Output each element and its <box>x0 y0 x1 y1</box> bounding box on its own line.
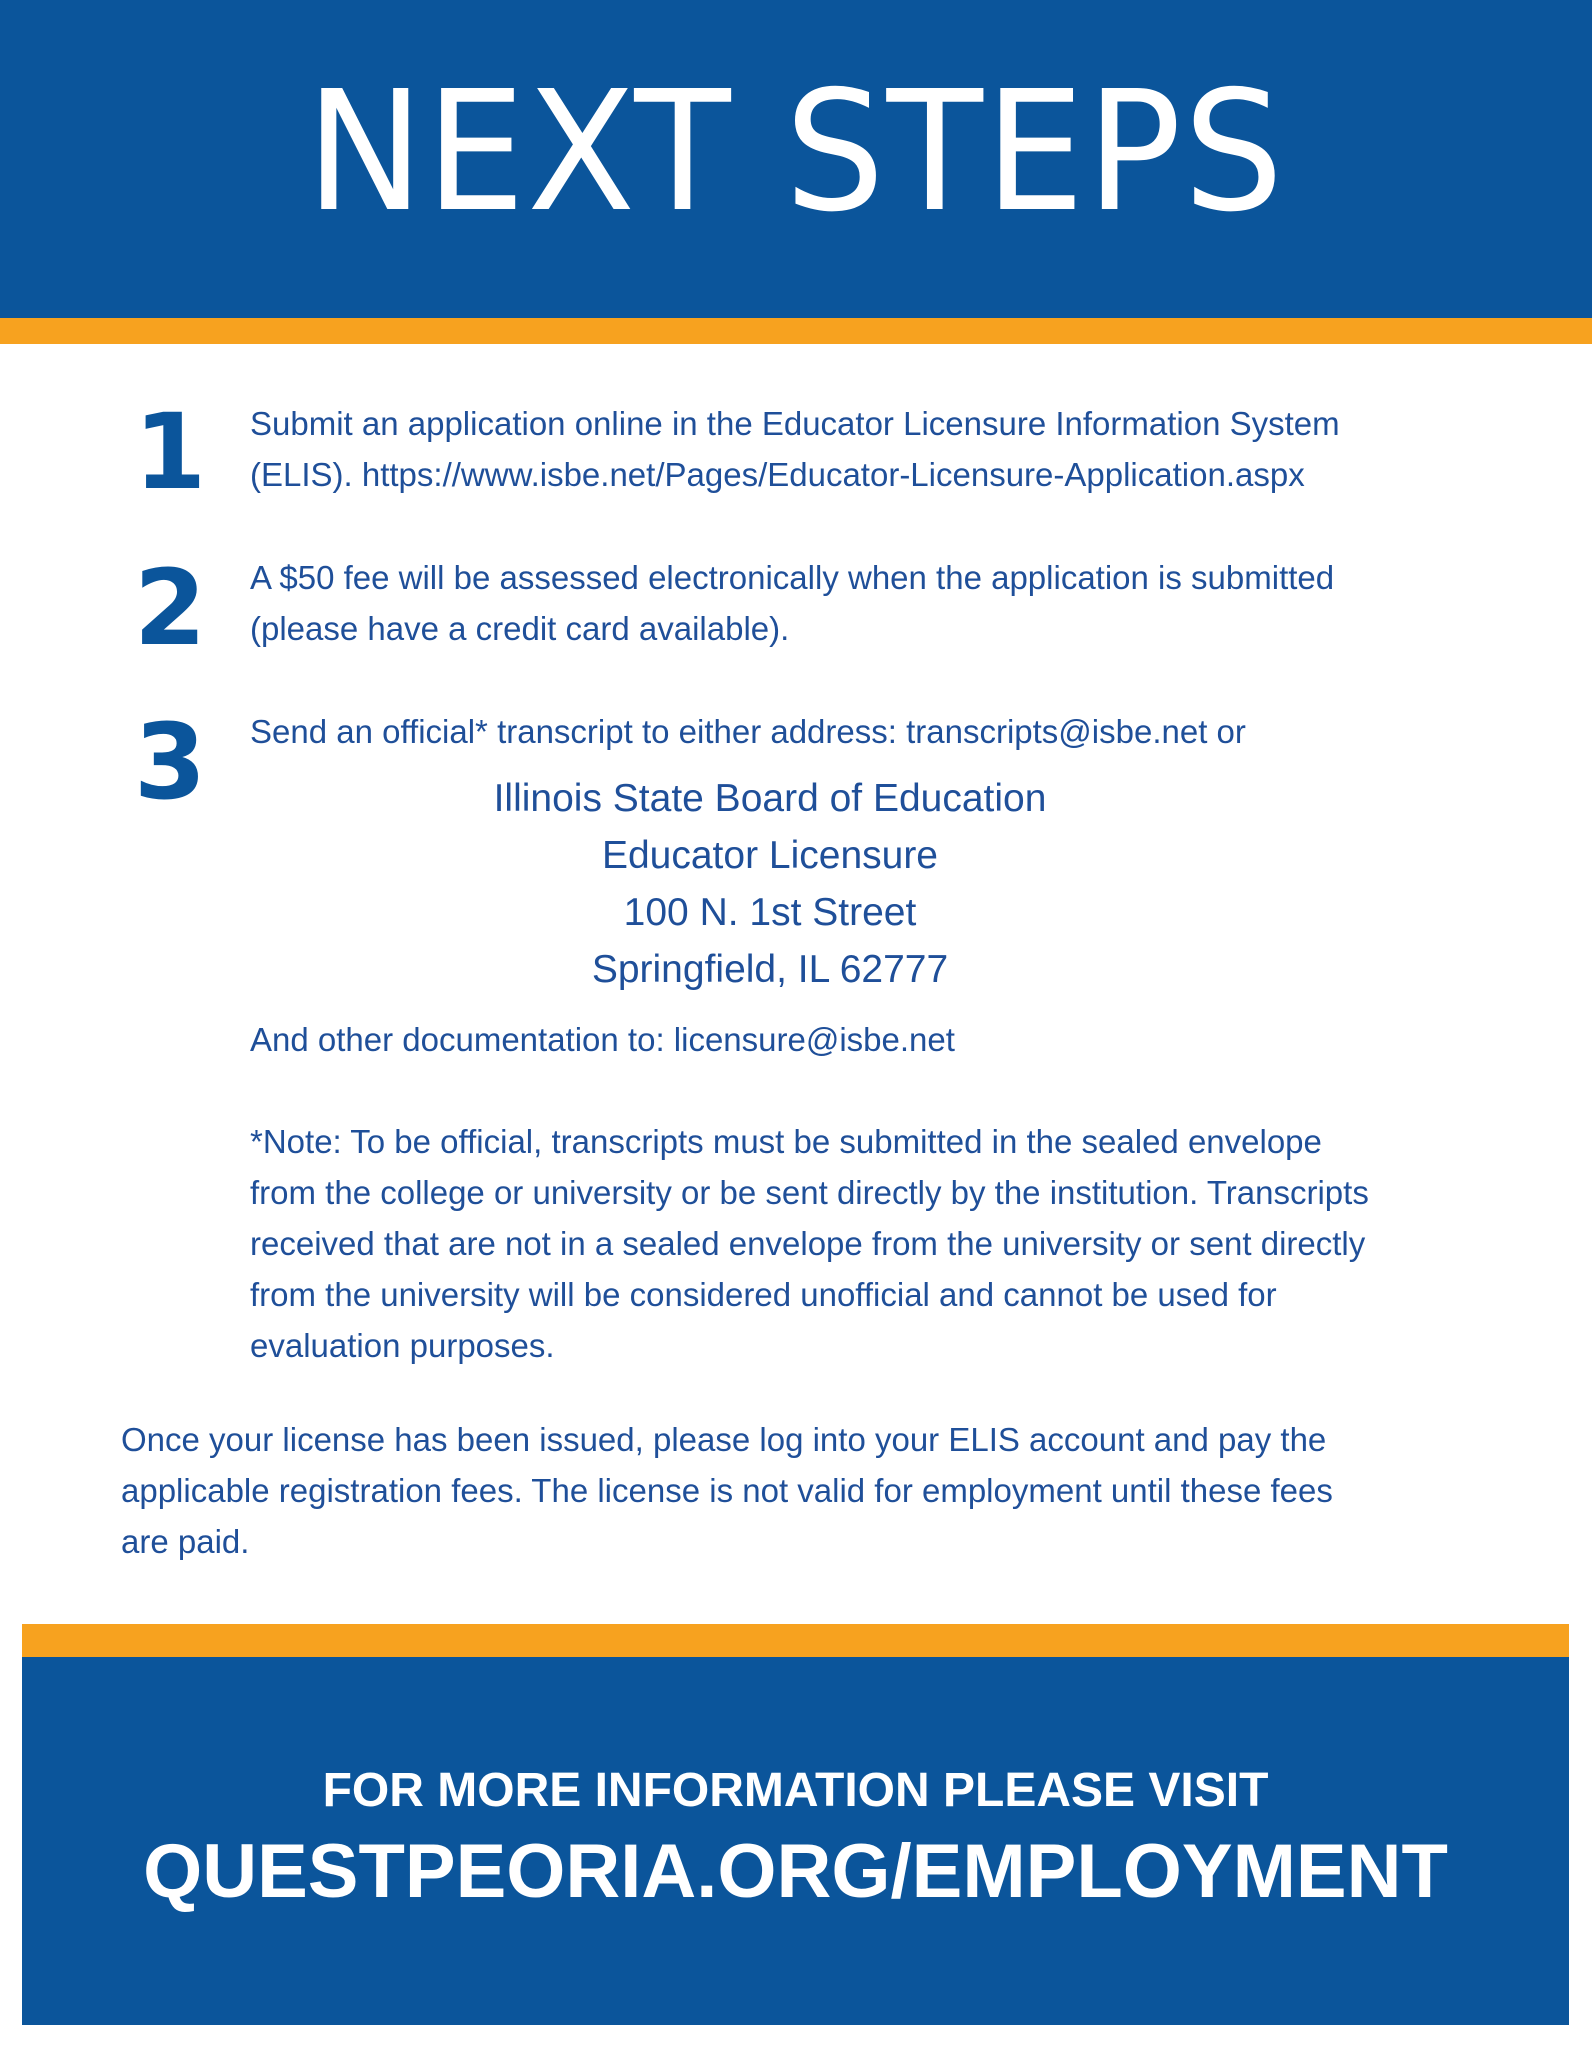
footer-website: QUESTPEORIA.ORG/EMPLOYMENT <box>143 1829 1448 1914</box>
note-line-1: *Note: To be official, transcripts must be submitted in the sealed envelope <box>250 1123 1322 1160</box>
header-accent-stripe <box>0 318 1592 344</box>
address-line-4: Springfield, IL 62777 <box>591 948 949 991</box>
footer-accent-stripe <box>22 1624 1569 1657</box>
page-title: NEXT STEPS <box>306 56 1286 249</box>
address-line-3: 100 N. 1st Street <box>623 891 917 934</box>
step-3-text <box>250 706 1500 757</box>
step-3-line-1: Send an official* transcript to either address: transcripts@isbe.net or <box>250 713 1246 750</box>
step-2-line-1: A $50 fee will be assessed electronically when the application is submitted <box>250 559 1335 596</box>
closing-paragraph <box>121 1414 1501 1567</box>
other-documentation-text: And other documentation to: licensure@isbe.net <box>250 1021 955 1058</box>
note-line-4: from the university will be considered unofficial and cannot be used for <box>250 1276 1277 1313</box>
closing-line-3: are paid. <box>121 1523 250 1560</box>
step-number-1: 1 <box>133 391 207 513</box>
closing-line-2: applicable registration fees. The license is not valid for employment until these fees <box>121 1472 1333 1509</box>
note-line-3: received that are not in a sealed envelope from the university or sent directly <box>250 1225 1366 1262</box>
address-line-1: Illinois State Board of Education <box>493 777 1047 820</box>
step-1-text <box>250 398 1500 500</box>
step-number-2: 2 <box>133 547 207 669</box>
closing-line-1: Once your license has been issued, please log into your ELIS account and pay the <box>121 1421 1327 1458</box>
transcript-note <box>250 1116 1510 1371</box>
footer-banner <box>22 1657 1569 2025</box>
step-2-text <box>250 552 1500 654</box>
address-line-2: Educator Licensure <box>601 834 939 877</box>
step-1-line-1: Submit an application online in the Educator Licensure Information System <box>250 405 1340 442</box>
note-line-2: from the college or university or be sent directly by the institution. Transcripts <box>250 1174 1369 1211</box>
step-1-line-2: (ELIS). https://www.isbe.net/Pages/Educator-Licensure-Application.aspx <box>250 456 1305 493</box>
header-banner <box>0 0 1592 318</box>
note-line-5: evaluation purposes. <box>250 1327 555 1364</box>
mailing-address <box>250 770 1290 998</box>
step-2-line-2: (please have a credit card available). <box>250 610 790 647</box>
step-number-3: 3 <box>133 701 207 823</box>
footer-info-text: FOR MORE INFORMATION PLEASE VISIT <box>322 1764 1269 1817</box>
